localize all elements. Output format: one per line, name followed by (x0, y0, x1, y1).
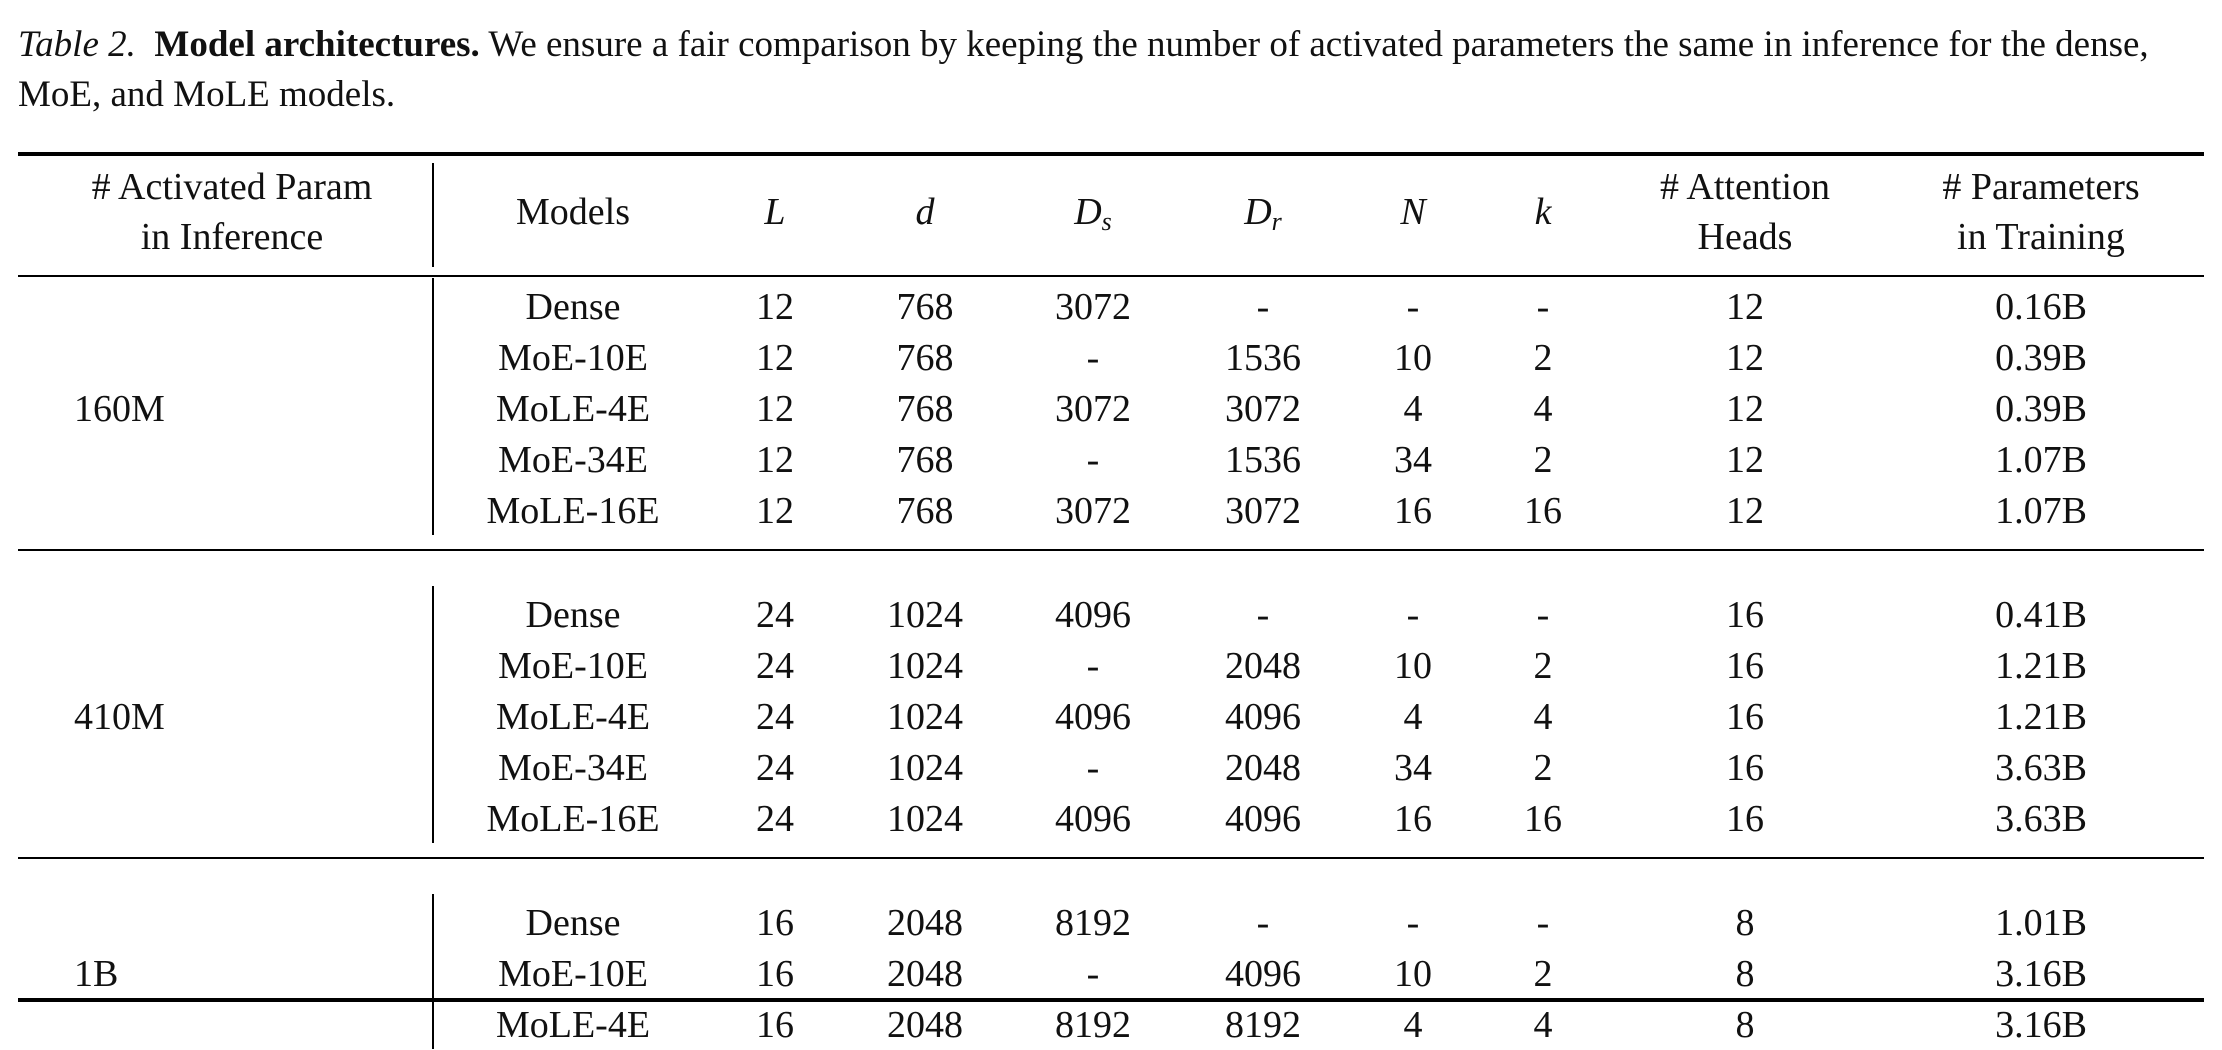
table-caption (18, 20, 2208, 120)
table-cell-k: 16 (1524, 798, 1562, 840)
table-cell-dr: 8192 (1225, 1004, 1301, 1046)
table-cell-dr: 3072 (1225, 388, 1301, 430)
table-cell-d: 768 (896, 286, 954, 328)
table-cell-d: 1024 (887, 645, 963, 687)
table-cell-model: MoLE-4E (495, 388, 651, 430)
table-cell-l: 24 (756, 747, 794, 789)
header-Ds-base: D (1074, 191, 1102, 233)
header-activated-line1: # Activated Param (91, 166, 373, 208)
header-Dr (1244, 187, 1282, 247)
table-cell-k: 2 (1533, 953, 1553, 995)
header-Ds (1074, 187, 1112, 247)
table-cell-model: MoLE-4E (495, 1004, 651, 1046)
table-cell-ds: - (1086, 747, 1100, 789)
table-cell-n: 4 (1403, 696, 1423, 738)
group-activated-param: 1B (74, 953, 119, 995)
table-cell-ds: - (1086, 645, 1100, 687)
table-cell-n: 10 (1394, 953, 1432, 995)
table-cell-ds: 3072 (1055, 286, 1131, 328)
table-cell-l: 24 (756, 645, 794, 687)
table-cell-k: - (1536, 286, 1550, 328)
table-cell-params: 0.39B (1995, 337, 2087, 379)
table-cell-k: 4 (1533, 1004, 1553, 1046)
table-cell-ds: 3072 (1055, 388, 1131, 430)
table-cell-model: MoLE-16E (486, 490, 660, 532)
table-cell-heads: 12 (1726, 337, 1764, 379)
table-cell-k: 2 (1533, 645, 1553, 687)
table-cell-model: MoE-10E (498, 645, 648, 687)
table-top-rule (18, 152, 2204, 156)
table-cell-dr: 4096 (1225, 953, 1301, 995)
header-params-line1: # Parameters (1942, 166, 2140, 208)
header-heads-line2: Heads (1697, 216, 1793, 258)
table-cell-dr: 1536 (1225, 439, 1301, 481)
table-cell-model: Dense (525, 594, 621, 636)
table-cell-heads: 12 (1726, 439, 1764, 481)
table-cell-ds: 8192 (1055, 1004, 1131, 1046)
table-cell-model: MoE-10E (498, 337, 648, 379)
table-cell-params: 1.21B (1995, 645, 2087, 687)
table-cell-model: MoE-34E (498, 747, 648, 789)
table-cell-n: 10 (1394, 645, 1432, 687)
table-cell-k: 2 (1533, 747, 1553, 789)
table-cell-l: 12 (756, 490, 794, 532)
table-cell-heads: 12 (1726, 490, 1764, 532)
table-cell-d: 768 (896, 439, 954, 481)
table-cell-n: - (1406, 286, 1420, 328)
table-cell-k: - (1536, 594, 1550, 636)
header-params-training (1942, 162, 2139, 262)
header-d: d (915, 191, 935, 233)
header-Ds-sub: s (1101, 207, 1112, 236)
table-cell-heads: 12 (1726, 286, 1764, 328)
group-divider (432, 586, 434, 843)
table-cell-d: 2048 (887, 953, 963, 995)
header-params-line2: in Training (1957, 216, 2125, 258)
table-cell-dr: 2048 (1225, 645, 1301, 687)
table-cell-ds: 4096 (1055, 798, 1131, 840)
table-cell-dr: 2048 (1225, 747, 1301, 789)
table-cell-params: 0.39B (1995, 388, 2087, 430)
table-cell-params: 3.16B (1995, 953, 2087, 995)
header-N: N (1400, 191, 1426, 233)
table-cell-params: 0.41B (1995, 594, 2087, 636)
table-cell-n: 16 (1394, 798, 1432, 840)
table-cell-l: 16 (756, 902, 794, 944)
table-cell-l: 12 (756, 388, 794, 430)
table-cell-dr: 1536 (1225, 337, 1301, 379)
table-cell-d: 1024 (887, 594, 963, 636)
table-cell-n: - (1406, 902, 1420, 944)
header-divider (432, 163, 434, 267)
table-cell-heads: 16 (1726, 747, 1764, 789)
table-cell-l: 12 (756, 337, 794, 379)
table-cell-ds: - (1086, 337, 1100, 379)
header-k: k (1534, 191, 1552, 233)
table-cell-params: 3.63B (1995, 747, 2087, 789)
table-cell-params: 1.01B (1995, 902, 2087, 944)
table-cell-d: 1024 (887, 696, 963, 738)
group-separator-rule (18, 549, 2204, 551)
table-cell-l: 24 (756, 798, 794, 840)
table-cell-heads: 16 (1726, 594, 1764, 636)
header-separator-rule (18, 275, 2204, 277)
caption-text: We ensure a fair comparison by keeping the number of activated parameters the same in inference for the dense, MoE, and MoLE models. (18, 24, 2149, 115)
table-cell-ds: - (1086, 439, 1100, 481)
table-cell-l: 24 (756, 594, 794, 636)
table-bottom-rule (18, 998, 2204, 1002)
table-cell-heads: 8 (1735, 902, 1755, 944)
caption-label: Table 2. (18, 24, 136, 65)
table-cell-n: 16 (1394, 490, 1432, 532)
table-cell-heads: 16 (1726, 645, 1764, 687)
table-cell-dr: 4096 (1225, 696, 1301, 738)
table-cell-k: 4 (1533, 696, 1553, 738)
header-activated-param (92, 162, 373, 262)
group-activated-param: 410M (74, 696, 165, 738)
table-cell-params: 3.63B (1995, 798, 2087, 840)
table-cell-heads: 8 (1735, 953, 1755, 995)
header-L: L (764, 191, 786, 233)
table-cell-params: 0.16B (1995, 286, 2087, 328)
table-cell-model: Dense (525, 902, 621, 944)
group-separator-rule (18, 857, 2204, 859)
table-cell-k: 2 (1533, 439, 1553, 481)
header-attention-heads (1660, 162, 1830, 262)
table-cell-dr: - (1256, 594, 1270, 636)
table-cell-k: - (1536, 902, 1550, 944)
table-cell-d: 1024 (887, 747, 963, 789)
table-cell-model: MoLE-4E (495, 696, 651, 738)
table-cell-ds: 4096 (1055, 594, 1131, 636)
table-cell-n: 4 (1403, 388, 1423, 430)
table-cell-dr: 3072 (1225, 490, 1301, 532)
table-cell-heads: 12 (1726, 388, 1764, 430)
header-heads-line1: # Attention (1660, 166, 1830, 208)
table-cell-ds: 3072 (1055, 490, 1131, 532)
table-cell-n: 4 (1403, 1004, 1423, 1046)
table-cell-params: 1.07B (1995, 439, 2087, 481)
table-cell-k: 2 (1533, 337, 1553, 379)
header-activated-line2: in Inference (140, 216, 324, 258)
table-cell-d: 768 (896, 388, 954, 430)
table-cell-heads: 8 (1735, 1004, 1755, 1046)
table-cell-k: 16 (1524, 490, 1562, 532)
table-cell-d: 768 (896, 337, 954, 379)
table-cell-model: Dense (525, 286, 621, 328)
table-cell-ds: - (1086, 953, 1100, 995)
table-cell-n: 10 (1394, 337, 1432, 379)
table-cell-ds: 4096 (1055, 696, 1131, 738)
table-cell-dr: 4096 (1225, 798, 1301, 840)
header-Dr-base: D (1244, 191, 1272, 233)
group-divider (432, 278, 434, 535)
table-cell-d: 2048 (887, 902, 963, 944)
table-cell-k: 4 (1533, 388, 1553, 430)
table-cell-n: - (1406, 594, 1420, 636)
table-cell-model: MoLE-16E (486, 798, 660, 840)
header-models: Models (516, 191, 630, 233)
table-cell-model: MoE-10E (498, 953, 648, 995)
table-cell-d: 768 (896, 490, 954, 532)
table-cell-l: 16 (756, 1004, 794, 1046)
table-cell-d: 2048 (887, 1004, 963, 1046)
header-Dr-sub: r (1271, 207, 1282, 236)
table-cell-heads: 16 (1726, 696, 1764, 738)
table-cell-params: 1.21B (1995, 696, 2087, 738)
table-cell-heads: 16 (1726, 798, 1764, 840)
table-cell-model: MoE-34E (498, 439, 648, 481)
table-cell-n: 34 (1394, 747, 1432, 789)
table-cell-ds: 8192 (1055, 902, 1131, 944)
caption-title: Model architectures. (154, 24, 480, 65)
group-activated-param: 160M (74, 388, 165, 430)
table-cell-params: 1.07B (1995, 490, 2087, 532)
table-cell-d: 1024 (887, 798, 963, 840)
table-cell-l: 16 (756, 953, 794, 995)
table-cell-l: 12 (756, 286, 794, 328)
table-cell-n: 34 (1394, 439, 1432, 481)
table-cell-dr: - (1256, 286, 1270, 328)
table-cell-l: 12 (756, 439, 794, 481)
table-cell-params: 3.16B (1995, 1004, 2087, 1046)
table-cell-dr: - (1256, 902, 1270, 944)
table-cell-l: 24 (756, 696, 794, 738)
